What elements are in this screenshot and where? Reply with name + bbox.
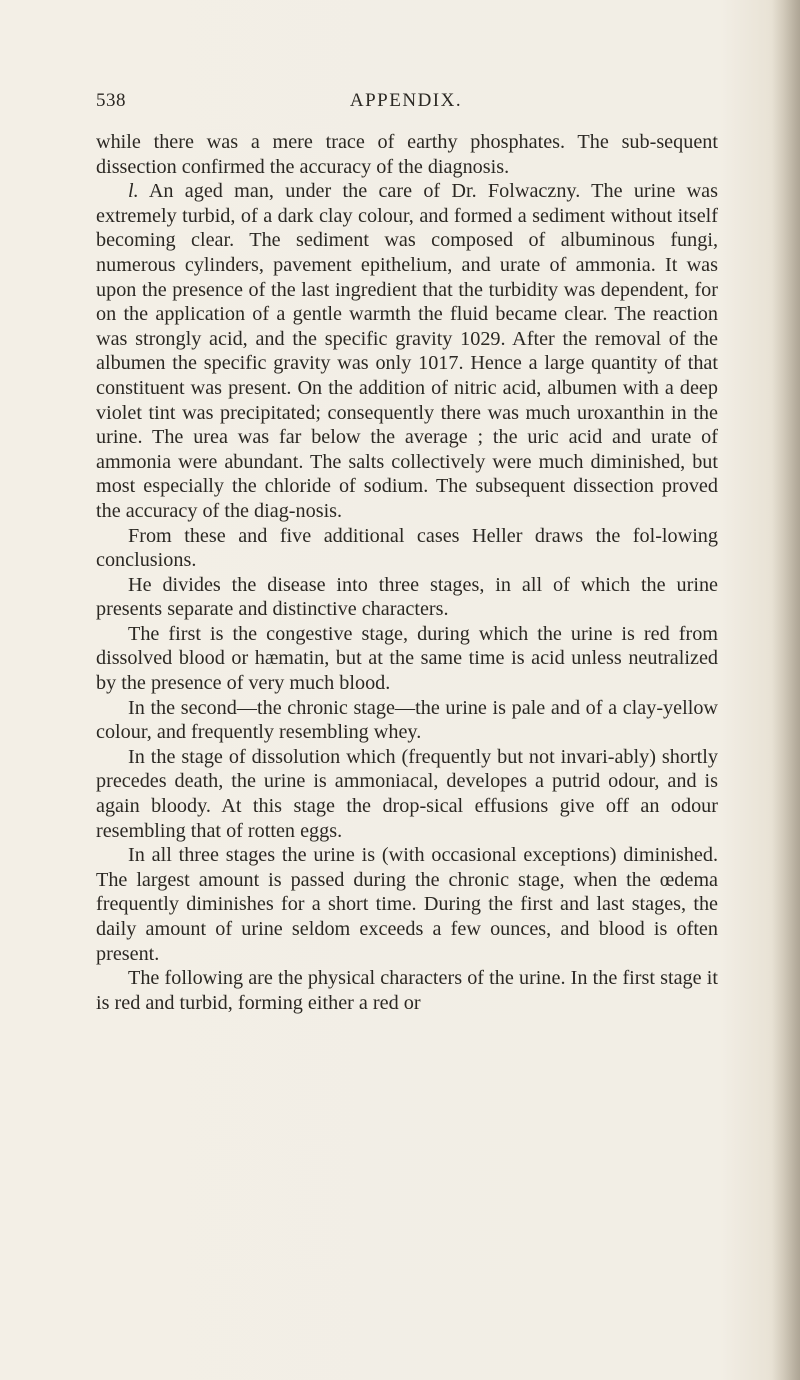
paragraph (96, 696, 718, 745)
paragraph-text: The first is the congestive stage, during which the urine is red from dissolved blood or hæmatin, but at the same time is acid unless neutralized by the presence of very much blood. (96, 622, 718, 695)
paragraph-text: The following are the physical characters of the urine. In the first stage it is red and turbid, forming either a red or (96, 967, 718, 1014)
case-marker: l. (128, 180, 139, 203)
page-number: 538 (96, 90, 126, 111)
paragraph-text: From these and five additional cases Heller draws the fol-lowing conclusions. (96, 524, 718, 572)
paragraph-text: He divides the disease into three stages, in all of which the urine presents separate and distinctive characters. (96, 573, 718, 621)
paragraph (96, 130, 718, 179)
paragraph-text: In all three stages the urine is (with occasional exceptions) diminished. The largest amount is passed during the chronic stage, when the œdema frequently diminishes for a short time. During the first and last stages, the daily amount of urine seldom exceeds a few ounces, and blood is often present. (96, 844, 718, 965)
paragraph-text: In the stage of dissolution which (frequently but not invari-ably) shortly precedes death, the urine is ammoniacal, developes a putrid odour, and is again bloody. At this stage the drop-sical effusions give off an odour resembling that of rotten eggs. (96, 745, 718, 842)
paragraph (96, 622, 718, 696)
body-text (96, 130, 718, 1015)
paragraph (96, 524, 718, 573)
paragraph (96, 745, 718, 843)
page-edge-shadow (772, 0, 800, 1380)
paragraph (96, 843, 718, 966)
running-head: APPENDIX. (349, 90, 463, 111)
paragraph (96, 966, 718, 1015)
paragraph-text: In the second—the chronic stage—the urine is pale and of a clay-yellow colour, and frequently resembling whey. (96, 696, 718, 744)
paragraph (96, 179, 718, 523)
paragraph-text: while there was a mere trace of earthy phosphates. The sub-sequent dissection confirmed the accuracy of the diagnosis. (96, 131, 718, 178)
page-header (96, 90, 716, 116)
paragraph-text: An aged man, under the care of Dr. Folwaczny. The urine was extremely turbid, of a dark clay colour, and formed a sediment without itself becoming clear. The sediment was composed of albuminous fungi, numerous cylinders, pavement epithelium, and urate of ammonia. It was upon the presence of the last ingredient that the turbidity was dependent, for on the application of a gentle warmth the fluid became clear. The reaction was strongly acid, and the specific gravity 1029. After the removal of the albumen the specific gravity was only 1017. Hence a large quantity of that constituent was present. On the addition of nitric acid, albumen with a deep violet tint was precipitated; consequently there was much uroxanthin in the urine. The urea was far below the average ; the uric acid and urate of ammonia were abundant. The salts collectively were much diminished, but most especially the chloride of sodium. The subsequent dissection proved the accuracy of the diag-nosis. (96, 180, 718, 522)
paragraph (96, 573, 718, 622)
